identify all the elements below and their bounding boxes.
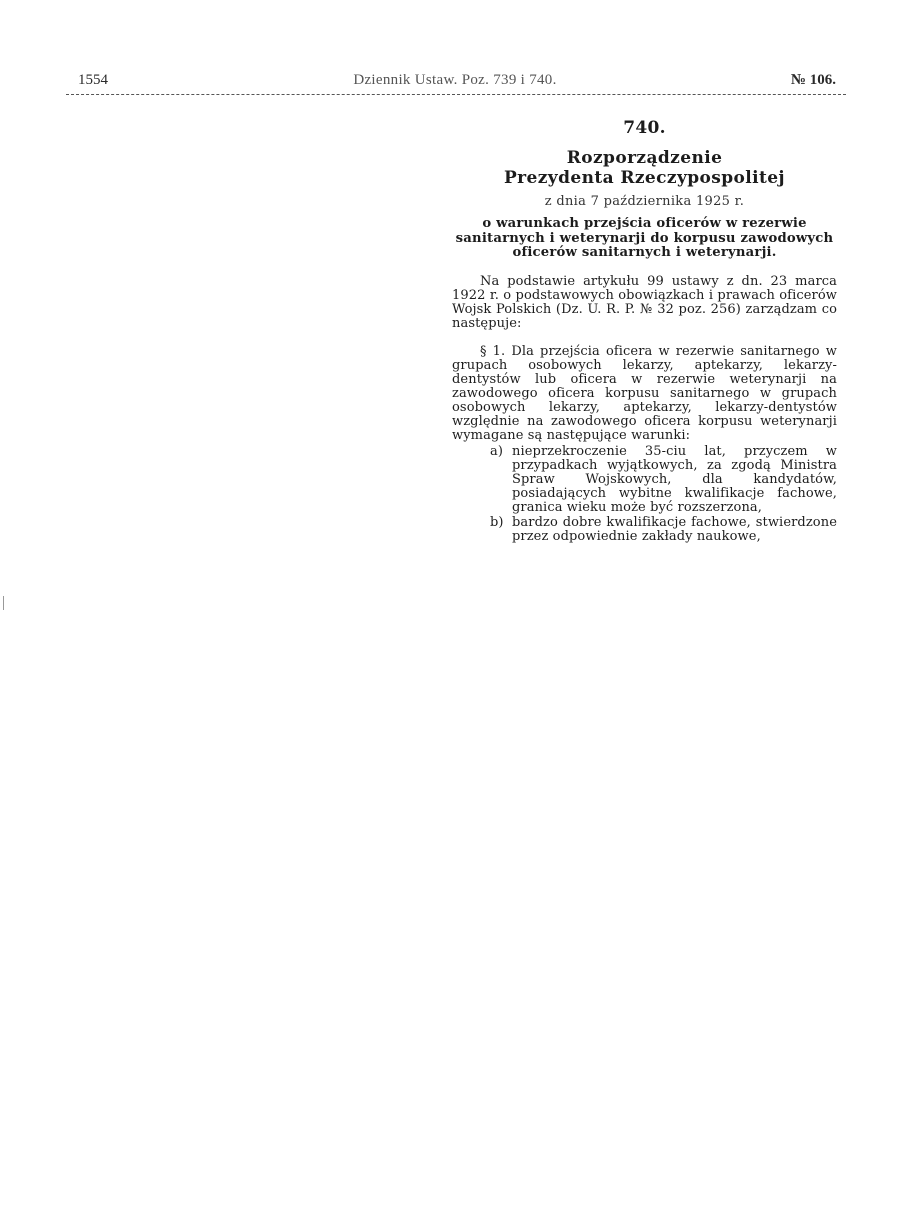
issue-number: № 106. — [790, 72, 836, 88]
act-title — [452, 148, 837, 188]
condition-item — [452, 516, 837, 544]
page-header — [70, 72, 840, 92]
header-rule — [66, 94, 846, 95]
condition-text: nieprzekroczenie 35-ciu lat, przyczem w przypadkach wyjątkowych, za zgodą Ministra Spraw Wojskowych, dla kandydatów, posiadających wybitne kwalifikacje fachowe, granica wieku może być rozszerzona, — [512, 443, 837, 515]
act-title-line-2: Prezydenta Rzeczypospolitej — [504, 168, 785, 188]
act-number: 740. — [623, 118, 666, 138]
preamble-paragraph: Na podstawie artykułu 99 ustawy z dn. 23 marca 1922 r. o podstawowych obowiązkach i prawach oficerów Wojsk Polskich (Dz. U. R. P. № 32 poz. 256) zarządzam co następuje: — [452, 273, 837, 331]
condition-item — [452, 445, 837, 515]
text-column — [452, 112, 837, 544]
act-subject: o warunkach przejścia oficerów w rezerwie sanitarnych i weterynarji do korpusu zawodowych oficerów sanitarnych i weterynarji. — [455, 216, 834, 260]
act-date: z dnia 7 października 1925 r. — [544, 194, 745, 209]
publication-reference: Dziennik Ustaw. Poz. 739 i 740. — [353, 72, 557, 88]
condition-label: a) — [490, 443, 504, 459]
act-title-line-1: Rozporządzenie — [566, 148, 723, 168]
condition-label: b) — [490, 514, 504, 530]
section-1-paragraph: § 1. Dla przejścia oficera w rezerwie sanitarnego w grupach osobowych lekarzy, aptekarzy, lekarzy-dentystów lub oficera w rezerwie weterynarji na zawodowego oficera korpusu sanitarnego w grupach osobowych lekarzy, aptekarzy, lekarzy-dentystów względnie na zawodowego oficera korpusu weterynarji wymagane są następujące warunki: — [452, 343, 837, 443]
margin-mark — [3, 596, 4, 610]
condition-text: bardzo dobre kwalifikacje fachowe, stwierdzone przez odpowiednie zakłady naukowe, — [512, 514, 837, 544]
page-number: 1554 — [78, 72, 108, 88]
conditions-list — [452, 445, 837, 544]
